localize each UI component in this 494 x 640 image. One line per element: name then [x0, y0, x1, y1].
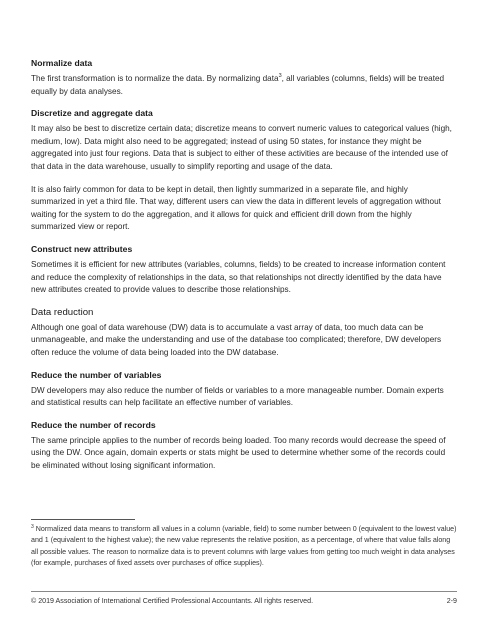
footnote-reference[interactable]: 3 — [278, 73, 282, 79]
section-paragraph: Although one goal of data warehouse (DW) data is to accumulate a vast array of data, too much data can be unmanageable, and make the understanding and use of the database too complicated; therefore, DW developers often reduce the volume of data being loaded into the DW database. — [31, 322, 442, 357]
section-heading: Construct new attributes — [31, 243, 133, 254]
section-heading: Data reduction — [31, 306, 94, 318]
section-paragraph: Sometimes it is efficient for new attributes (variables, columns, fields) to be created to increase information content and reduce the complexity of relationships in the data, so that relationships not directly identified by the data have new attributes created to provide values to describe those relationships. — [31, 259, 446, 295]
footnote-divider — [31, 519, 135, 520]
footnote-text: Normalized data means to transform all values in a column (variable, field) to some number between 0 (equivalent to the lowest value) and 1 (equivalent to the highest value); the new value represents the relative position, as a percentage, of where that value falls along all possible values. The reason to normalize data is to prevent columns with large values from getting too much weight in data analyses (for example, purchases of fixed assets over purchases of office supplies). — [31, 525, 457, 568]
section-paragraph: It is also fairly common for data to be kept in detail, then lightly summarized in a separate file, and highly summarized in yet a third file. That way, different users can view the data in different levels of aggregation without waiting for the system to do the aggregation, and it allows for quick and efficient drill down from the highly summarized view or report. — [31, 184, 441, 232]
section-heading: Reduce the number of records — [31, 419, 156, 430]
copyright-notice: © 2019 Association of International Certified Professional Accountants. All rights reserved. — [31, 597, 314, 605]
footnote — [31, 524, 457, 570]
section-discretize-aggregate — [31, 108, 454, 234]
section-paragraph — [31, 73, 454, 98]
page-footer — [31, 597, 457, 605]
section-reduce-records — [31, 420, 454, 473]
section-paragraph: It may also be best to discretize certain data; discretize means to convert numeric values to categorical values (high, medium, low). Data might also need to be aggregated; instead of using 50 states, for instance they might be aggregated into just four regions. Data that is subject to either of these activities are because of the intended use of that data in the data warehouse, usually to simplify reporting and usage of the data. — [31, 124, 452, 171]
section-data-reduction — [31, 307, 454, 360]
page-number: 2-9 — [446, 597, 457, 605]
paragraph-text: , all variables (columns, fields) will be treated equally by data analyses. — [31, 74, 445, 96]
footnote-marker: 3 — [31, 524, 34, 530]
section-reduce-variables — [31, 370, 454, 410]
section-paragraph: The same principle applies to the number of records being loaded. Too many records would decrease the speed of using the DW. Once again, domain experts or stats might be used to determine whether some of the records could be eliminated without losing significant information. — [31, 435, 446, 470]
section-heading: Normalize data — [31, 58, 93, 68]
footer-divider — [31, 591, 457, 592]
section-construct-attributes — [31, 244, 454, 297]
paragraph-text: The first transformation is to normalize the data. By normalizing data — [31, 74, 279, 83]
section-paragraph: DW developers may also reduce the number of fields or variables to a more manageable number. Domain experts and statistical results can help facilitate an effective number of variables. — [31, 385, 444, 408]
section-heading: Reduce the number of variables — [31, 369, 162, 380]
section-normalize-data — [31, 58, 454, 98]
section-heading: Discretize and aggregate data — [31, 108, 153, 119]
